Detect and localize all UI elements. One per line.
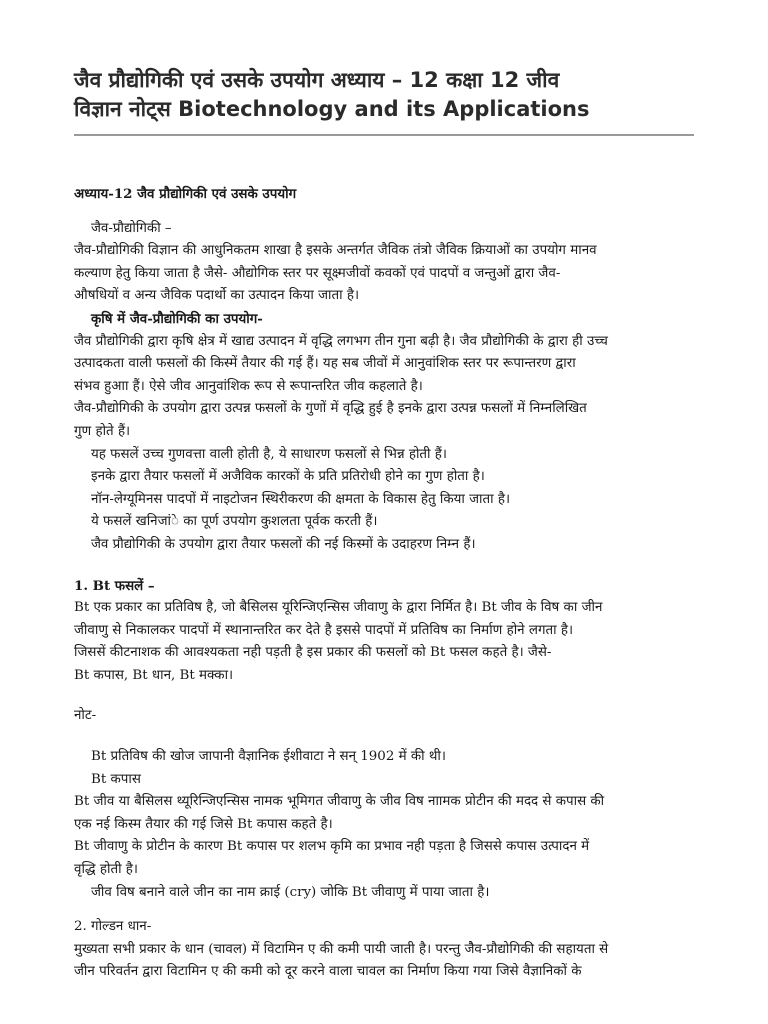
- paragraph-line: गुण होते हैं।: [74, 423, 131, 439]
- chapter-heading: अध्याय-12 जैव प्रौद्योगिकी एवं उसके उपयोग: [74, 186, 297, 202]
- page-title: [74, 66, 694, 124]
- paragraph-line: मुख्यता सभी प्रकार के धान (चावल) में विटामिन ए की कमी पायी जाती है। परन्तु जैैव-प्रौद्योगिकी की सहायता से: [74, 941, 609, 957]
- paragraph-line: Bt कपास, Bt धान, Bt मक्का।: [74, 667, 234, 683]
- list-item: नॉन-लेग्यूमिनस पादपों में नाइटोजन स्थिरीकरण की क्षमता के विकास हेतु किया जाता है।: [91, 491, 511, 507]
- paragraph-line: एक नई किस्म तैयार की गई जिसे Bt कपास कहते है।: [74, 816, 333, 832]
- note-label: नोट-: [74, 708, 97, 724]
- title-divider: [74, 134, 694, 136]
- paragraph-line: Bt जीव या बैसिलस थ्यूरिन्जिएन्सिस नामक भूमिगत जीवाणु के जीव विष नाामक प्रोटीन की मदद से कपास की: [74, 794, 605, 810]
- article-body: [74, 183, 700, 984]
- paragraph-line: औषधियों व अन्य जैविक पदार्थो का उत्पादन किया जाता है।: [74, 288, 360, 304]
- section-heading: जैव-प्रौद्योगिकी –: [91, 220, 172, 236]
- paragraph-line: उत्पादकता वाली फसलों की किस्में तैयार की गई हैं। यह सब जीवों में आनुवांशिक स्तर पर रूपान्तरण द्वारा: [74, 356, 576, 372]
- section-heading: कृषि में जैव-प्रौद्योगिकी का उपयोग-: [91, 310, 263, 327]
- title-english-part: Biotechnology and its Applications: [170, 97, 590, 121]
- list-item: जैव प्रौद्योगिकी के उपयोग द्वारा तैयार फसलों की नई किस्मों के उदाहरण निम्न हैं।: [91, 536, 476, 552]
- bt-cotton-heading: Bt कपास: [91, 771, 141, 787]
- paragraph-line: जैव-प्रौद्योगिकी विज्ञान की आधुनिकतम शाखा है इसके अन्तर्गत जैविक तंत्रो जैविक क्रियाओं का उपयोग मानव: [74, 243, 597, 259]
- bt-crops-heading: 1. Bt फसलें –: [74, 577, 155, 594]
- paragraph-line: वृद्धि होती है।: [74, 862, 138, 878]
- paragraph-line: जैव प्रौद्योगिकी द्वारा कृषि क्षेत्र में खाद्य उत्पादन में वृद्धि लगभग तीन गुना बढ़ी है। जैव प्रौद्योगिकी के द्वारा ही उच्च: [74, 333, 608, 349]
- paragraph-line: जीवाणु से निकालकर पादपों में स्थानान्तरित कर देते है इससे पादपों में प्रतिविष का निर्माण होने लगता है।: [74, 622, 574, 638]
- title-line-1: जैव प्रौद्योगिकी एवं उसके उपयोग अध्याय – 12 कक्षा 12 जीव: [74, 68, 560, 92]
- golden-rice-heading: 2. गोल्डन धान-: [74, 919, 152, 935]
- title-line-2: [74, 95, 694, 124]
- paragraph-line: Bt जीवाणु के प्रोटीन के कारण Bt कपास पर शलभ कृमि का प्रभाव नही पड़ता है जिससे कपास उत्पादन में: [74, 839, 590, 855]
- paragraph-line: Bt एक प्रकार का प्रतिविष है, जो बैसिलस यूरिन्जिएन्सिस जीवाणु के द्वारा निर्मित है। Bt जीव के विष का जीन: [74, 600, 603, 616]
- paragraph-line: कल्याण हेतु किया जाता है जैसे- औद्योगिक स्तर पर सूक्ष्मजीवों कवकों एवं पादपों व जन्तुओं द्वारा जैव-: [74, 265, 561, 281]
- paragraph-line: जैव-प्रौद्योगिकी के उपयोग द्वारा उत्पन्न फसलों के गुणों में वृद्धि हुई है इनके द्वारा उत्पन्न फसलों में निम्नलिखित: [74, 401, 587, 417]
- paragraph-line: संभव हुआा हैं। ऐसे जीव आनुवांशिक रूप से रूपान्तरित जीव कहलाते है।: [74, 378, 423, 394]
- list-item: यह फसलें उच्च गुणवत्ता वाली होती है, ये साधारण फसलों से भिन्न होती हैं।: [91, 446, 447, 462]
- note-line: Bt प्रतिविष की खोज जापानी वैज्ञानिक ईशीवाटा ने सन् 1902 में की थी।: [91, 749, 446, 765]
- list-item: इनके द्वारा तैयार फसलों में अजैविक कारकों के प्रति प्रतिरोधी होने का गुण होता है।: [91, 469, 485, 485]
- title-hindi-part: विज्ञान नोट्स: [74, 97, 171, 121]
- list-item: ये फसलें खनिजांे का पूर्ण उपयोग कुशलता पूर्वक करती हैं।: [91, 514, 378, 530]
- paragraph-line: जीन परिवर्तन द्वारा विटामिन ए की कमी को दूर करने वाला चावल का निर्माण किया गया जिसे वैज्ञानिकों के: [74, 964, 582, 980]
- paragraph-line: जिससें कीटनाशक की आवश्यकता नही पड़ती है इस प्रकार की फसलों को Bt फसल कहते है। जैसे-: [74, 645, 552, 661]
- cry-gene-line: जीव विष बनाने वाले जीन का नाम क्राई (cry) जोकि Bt जीवाणु में पाया जाता है।: [91, 884, 490, 900]
